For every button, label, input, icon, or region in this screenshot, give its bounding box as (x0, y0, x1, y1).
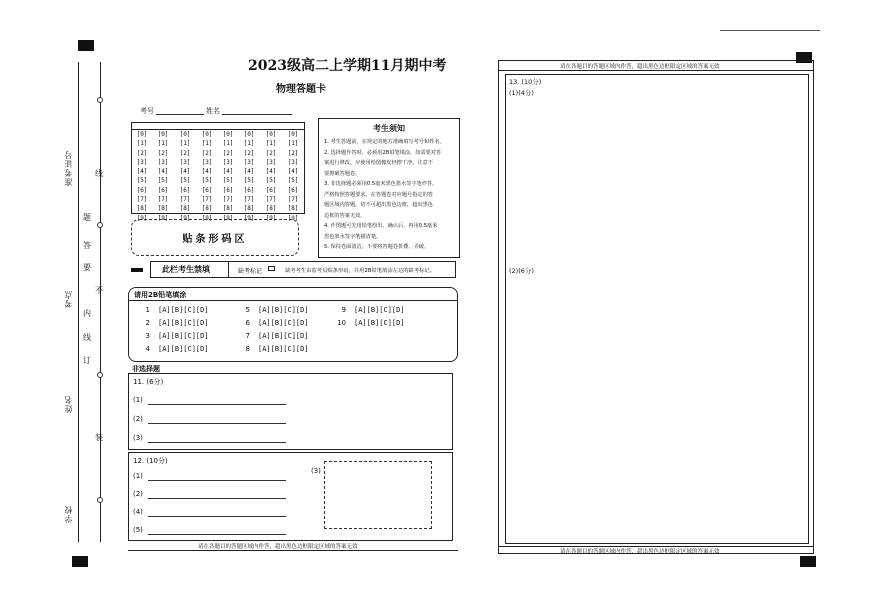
binding-line-left (78, 62, 79, 542)
q12-label: 12. (10分) (133, 457, 168, 465)
left-footer-warning: 请在各题目的答题区域内作答，超出黑色边框限定区域的答案无效 (198, 544, 358, 550)
mc-number: 1 (145, 306, 150, 314)
mc-options[interactable]: [A][B][C][D] (354, 319, 405, 327)
notice-line: 1. 考生答题前，在规定的地方准确填写考号和姓名。 (324, 139, 445, 145)
notice-line: 严格按照答题要求，在答题卷对应题号指定的答 (324, 191, 433, 198)
q12-item-label: (5) (133, 526, 143, 534)
q13-part2-label: (2)(6分) (509, 267, 534, 275)
mc-options[interactable]: [A][B][C][D] (158, 306, 209, 314)
q12-drawing-area[interactable] (324, 461, 432, 529)
notice-line: 案进行修改，应使用绘图橡皮轻擦干净，注意不 (324, 160, 433, 166)
mc-question-2[interactable] (140, 319, 209, 327)
mc-number: 4 (145, 345, 150, 353)
binding-class-label: 考点 (64, 290, 73, 308)
seal-char: 装 (95, 433, 103, 442)
mc-number: 8 (245, 345, 250, 353)
notice-title: 考生须知 (373, 124, 405, 133)
bubble-column[interactable]: [0] [1] [2] [3] [4] [5] [6] [7] [8] [9] (136, 131, 148, 222)
q12-item3-label: (3) (311, 467, 321, 475)
absent-mark-label: 缺考标记 (238, 268, 263, 275)
bubble-column[interactable]: [0] [1] [2] [3] [4] [5] [6] [7] [8] [9] (157, 131, 169, 222)
mc-question-3[interactable] (140, 332, 209, 340)
mc-number: 5 (245, 306, 250, 314)
mc-options[interactable]: [A][B][C][D] (258, 306, 309, 314)
q12-item-label: (2) (133, 490, 143, 498)
mc-number: 2 (145, 319, 150, 327)
binding-school-label: 学校 (64, 505, 73, 523)
bubble-column[interactable]: [0] [1] [2] [3] [4] [5] [6] [7] [8] [9] (287, 131, 299, 222)
binding-hole (97, 97, 103, 103)
registration-mark-bottom-right (800, 556, 816, 567)
name-label: 姓名 (206, 107, 220, 115)
top-right-rule (720, 30, 820, 31)
absent-black-bar (131, 268, 143, 272)
mc-question-7[interactable] (240, 332, 309, 340)
exam-no-label: 考号 (140, 107, 154, 115)
mc-number: 7 (245, 332, 250, 340)
q11-item-label: (1) (133, 396, 143, 404)
seal-char: 线 (83, 333, 91, 342)
q12-item-label: (4) (133, 508, 143, 516)
mc-question-6[interactable] (240, 319, 309, 327)
binding-hole (97, 497, 103, 503)
mc-header-rule (128, 300, 458, 301)
mc-options[interactable]: [A][B][C][D] (258, 319, 309, 327)
seal-char: 不 (95, 286, 103, 295)
notice-line: 要擦破答题卷。 (324, 170, 361, 177)
seal-char: 订 (83, 356, 91, 365)
notice-line: 2. 选择题作答时，必须用2B铅笔填涂，如需要对答 (324, 149, 442, 156)
q11-label: 11. (6分) (133, 378, 164, 386)
right-header-warning: 请在各题目的答题区域内作答，超出黑色边框限定区域的答案无效 (560, 64, 720, 70)
barcode-area (131, 219, 299, 256)
left-footer-rule (128, 550, 458, 551)
q11-item-label: (2) (133, 415, 143, 423)
q12-answer-line[interactable] (148, 480, 286, 481)
binding-exam-no-label: 准考证号 (64, 150, 73, 186)
mc-number: 3 (145, 332, 150, 340)
mc-question-8[interactable] (240, 345, 309, 353)
q11-answer-line[interactable] (148, 404, 286, 405)
mc-options[interactable]: [A][B][C][D] (258, 345, 309, 353)
registration-mark-top-left (78, 40, 94, 51)
absent-divider (228, 261, 229, 278)
mc-question-9[interactable] (336, 306, 405, 314)
mc-options[interactable]: [A][B][C][D] (158, 332, 209, 340)
notice-line: 3. 非选择题必须用0.5毫米黑色墨水签字笔作答。 (324, 181, 438, 187)
q12-answer-line[interactable] (148, 534, 286, 535)
seal-char: 内 (83, 309, 91, 318)
mc-question-4[interactable] (140, 345, 209, 353)
nonmc-header: 非选择题 (132, 365, 160, 373)
mc-question-10[interactable] (336, 319, 405, 327)
absent-label: 此栏考生禁填 (162, 265, 210, 274)
mc-number: 10 (337, 319, 346, 327)
q11-answer-line[interactable] (148, 423, 286, 424)
barcode-area-label: 贴条形码区 (182, 234, 248, 245)
q11-item-label: (3) (133, 434, 143, 442)
seal-char: 要 (83, 263, 91, 272)
mc-question-1[interactable] (140, 306, 209, 314)
q11-answer-line[interactable] (148, 442, 286, 443)
absent-instructions: 缺考考生由监考员贴条形码，并用2B铅笔填涂左边的缺考标记。 (285, 268, 436, 274)
q13-part1-label: (1)(4分) (509, 89, 534, 97)
q12-answer-line[interactable] (148, 516, 286, 517)
bubble-column[interactable]: [0] [1] [2] [3] [4] [5] [6] [7] [8] [9] (222, 131, 234, 222)
q12-item-label: (1) (133, 472, 143, 480)
registration-mark-bottom-left (72, 556, 88, 567)
seal-char: 答 (83, 241, 91, 250)
mc-header: 请用2B铅笔填涂 (134, 291, 187, 299)
notice-line: 题区域内答题，切不可超出黑色边框，超出黑色 (324, 202, 433, 208)
mc-options[interactable]: [A][B][C][D] (158, 345, 209, 353)
q11-box (128, 373, 453, 450)
absent-checkbox[interactable] (268, 266, 275, 271)
bubble-column[interactable]: [0] [1] [2] [3] [4] [5] [6] [7] [8] [9] (265, 131, 277, 222)
binding-name-label: 姓名 (64, 395, 73, 413)
q13-label: 13. (10分) (509, 78, 542, 86)
mc-number: 6 (245, 319, 250, 327)
seal-char: 线 (95, 169, 103, 178)
notice-line: 边框的答案无效。 (324, 212, 366, 219)
right-footer-warning: 请在各题目的答题区域内作答，超出黑色边框限定区域的答案无效 (560, 549, 720, 555)
name-field[interactable] (222, 114, 292, 115)
seal-char: 题 (83, 213, 91, 222)
bubble-column[interactable]: [0] [1] [2] [3] [4] [5] [6] [7] [8] [9] (201, 131, 213, 222)
binding-hole (97, 222, 103, 228)
mc-options[interactable]: [A][B][C][D] (354, 306, 405, 314)
notice-line: 5. 保持卷面清洁，不要将答题卷折叠、弄破。 (324, 244, 430, 250)
q13-answer-area[interactable] (505, 74, 809, 544)
exam-title: 2023级高二上学期11月期中考 (248, 58, 447, 74)
binding-hole (97, 372, 103, 378)
bubble-column[interactable]: [0] [1] [2] [3] [4] [5] [6] [7] [8] [9] (179, 131, 191, 222)
mc-options[interactable]: [A][B][C][D] (158, 319, 209, 327)
bubble-column[interactable]: [0] [1] [2] [3] [4] [5] [6] [7] [8] [9] (243, 131, 255, 222)
notice-box (318, 118, 460, 258)
q12-answer-line[interactable] (148, 498, 286, 499)
mc-question-5[interactable] (240, 306, 309, 314)
binding-line-right (100, 62, 101, 542)
mc-number: 9 (341, 306, 346, 314)
exam-no-field[interactable] (156, 114, 204, 115)
right-frame-top-rule (498, 70, 814, 71)
mc-options[interactable]: [A][B][C][D] (258, 332, 309, 340)
answer-sheet-title: 物理答题卡 (276, 84, 326, 95)
notice-line: 黑色墨水签字笔描清楚。 (324, 233, 382, 240)
notice-line: 4. 作图题可先用铅笔绘出，确认后，再用0.5毫米 (324, 223, 438, 229)
